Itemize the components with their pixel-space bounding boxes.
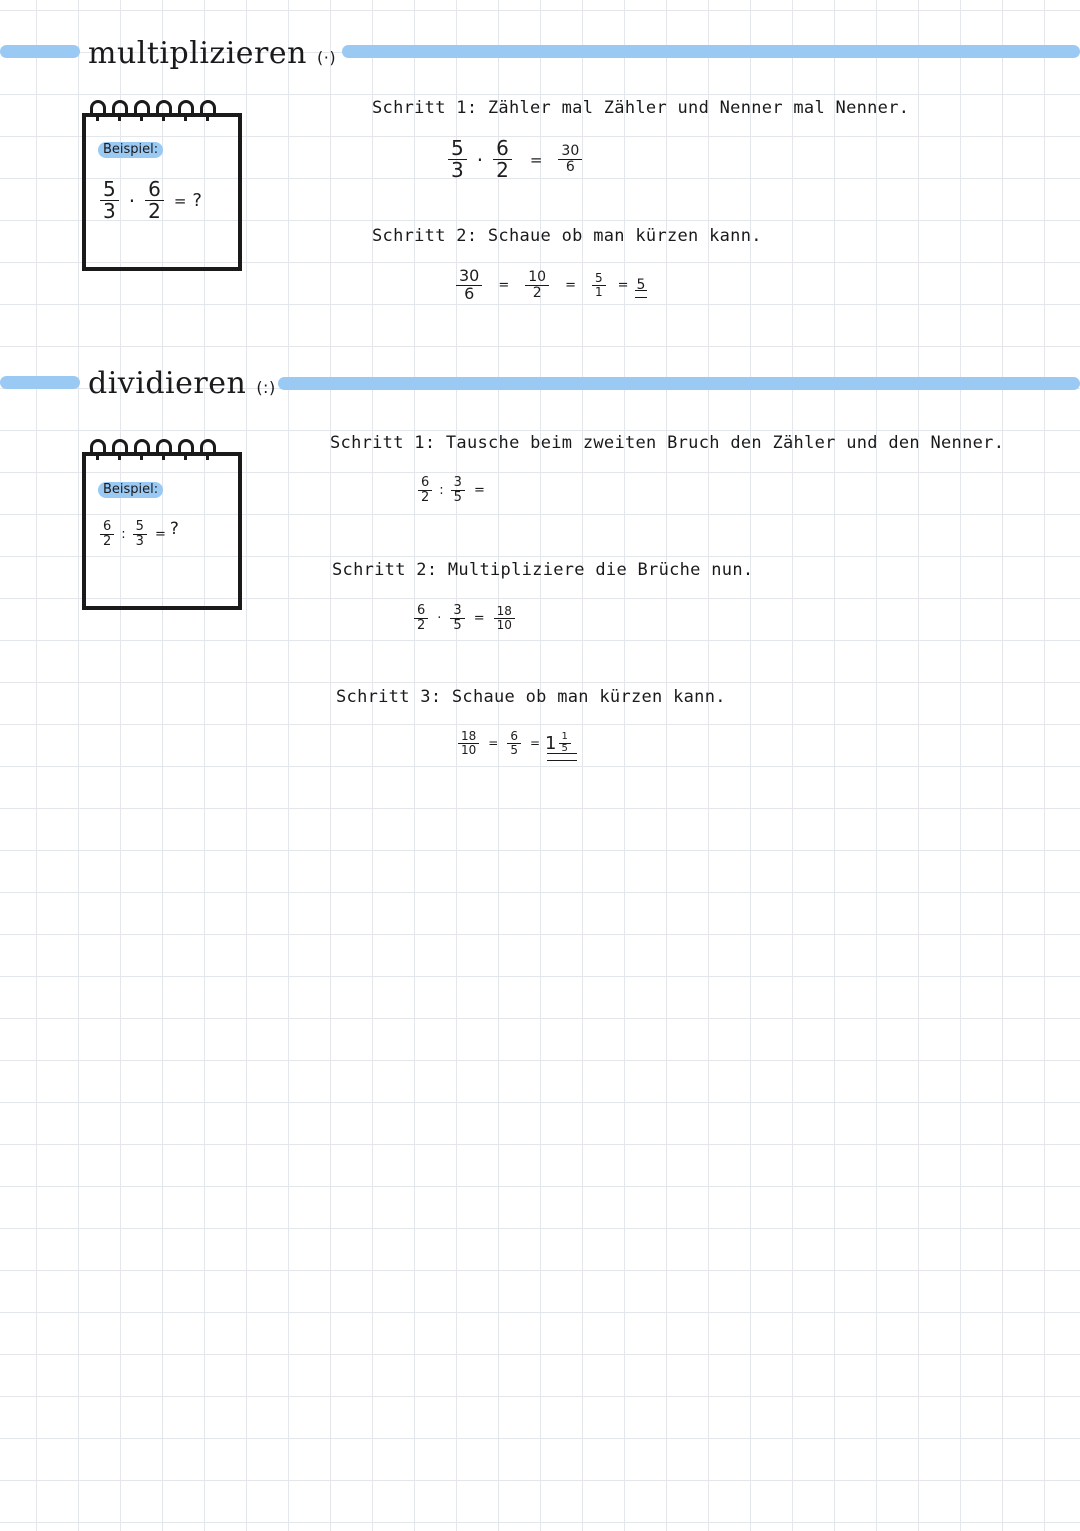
fraction: $\frac{6}{2}$ <box>418 476 432 504</box>
divide-step2-equation: $\frac{6}{2}$ · $\frac{3}{5}$ = $\frac{18}{10}$ <box>410 604 519 632</box>
fraction: $\frac{5}{3}$ <box>448 138 467 181</box>
example-equation: $\frac{5}{3}$ · $\frac{6}{2}$ = ? <box>96 179 202 222</box>
heading-bar-right-multiply <box>342 45 1080 58</box>
fraction: $\frac{6}{2}$ <box>414 604 428 632</box>
final-result: 5 <box>637 277 646 293</box>
example-label: Beispiel: <box>98 142 163 158</box>
fraction: $\frac{18}{10}$ <box>458 730 479 756</box>
unknown-result: ? <box>192 190 202 211</box>
section-title-multiply <box>88 36 336 71</box>
divide-step1-text: Schritt 1: Tausche beim zweiten Bruch den Zähler und den Nenner. <box>330 433 1005 453</box>
fraction: $\frac{6}{2}$ <box>100 520 114 548</box>
divide-step1-equation: $\frac{6}{2}$ : $\frac{3}{5}$ = <box>414 476 490 504</box>
spiral-rings <box>90 439 216 453</box>
multiply-step1-text: Schritt 1: Zähler mal Zähler und Nenner mal Nenner. <box>372 98 910 118</box>
multiply-step2-equation: $\frac{30}{6}$ = $\frac{10}{2}$ = $\frac{5}{1}$ = 5 <box>452 268 645 303</box>
heading-bar-right-divide <box>278 377 1080 390</box>
fraction: $\frac{3}{5}$ <box>451 476 465 504</box>
operator-symbol: (·) <box>316 48 337 67</box>
fraction: $\frac{5}{3}$ <box>100 179 119 222</box>
example-label: Beispiel: <box>98 482 163 498</box>
fraction: $\frac{5}{1}$ <box>592 272 606 298</box>
divide-step2-text: Schritt 2: Multipliziere die Brüche nun. <box>332 560 754 580</box>
fraction: $\frac{6}{5}$ <box>507 730 521 756</box>
fraction: $\frac{30}{6}$ <box>456 268 482 303</box>
fraction: $\frac{6}{2}$ <box>493 138 512 181</box>
title-text: dividieren <box>88 366 247 401</box>
unknown-result: ? <box>169 519 179 540</box>
fraction: $\frac{18}{10}$ <box>494 605 515 631</box>
example-notepad-divide <box>82 452 242 610</box>
fraction: $\frac{3}{5}$ <box>450 604 464 632</box>
fraction: $\frac{5}{3}$ <box>133 520 147 548</box>
heading-bar-left-multiply <box>0 45 80 58</box>
divide-step3-text: Schritt 3: Schaue ob man kürzen kann. <box>336 687 726 707</box>
fraction: $\frac{30}{6}$ <box>558 144 582 174</box>
fraction: $\frac{6}{2}$ <box>145 179 164 222</box>
title-text: multiplizieren <box>88 36 307 71</box>
divide-step3-equation: $\frac{18}{10}$ = $\frac{6}{5}$ = 1 $\frac{1}{5}$ <box>454 730 573 756</box>
example-notepad-multiply <box>82 113 242 271</box>
operator-symbol: (:) <box>256 378 276 397</box>
fraction: $\frac{10}{2}$ <box>525 270 549 300</box>
multiply-step2-text: Schritt 2: Schaue ob man kürzen kann. <box>372 226 762 246</box>
section-title-divide <box>88 366 276 401</box>
multiply-step1-equation: $\frac{5}{3}$ · $\frac{6}{2}$ = $\frac{30}{6}$ <box>444 138 586 181</box>
example-equation: $\frac{6}{2}$ : $\frac{5}{3}$ = ? <box>96 520 179 548</box>
final-mixed-number: 1 $\frac{1}{5}$ <box>545 732 573 754</box>
heading-bar-left-divide <box>0 376 80 389</box>
spiral-rings <box>90 100 216 114</box>
